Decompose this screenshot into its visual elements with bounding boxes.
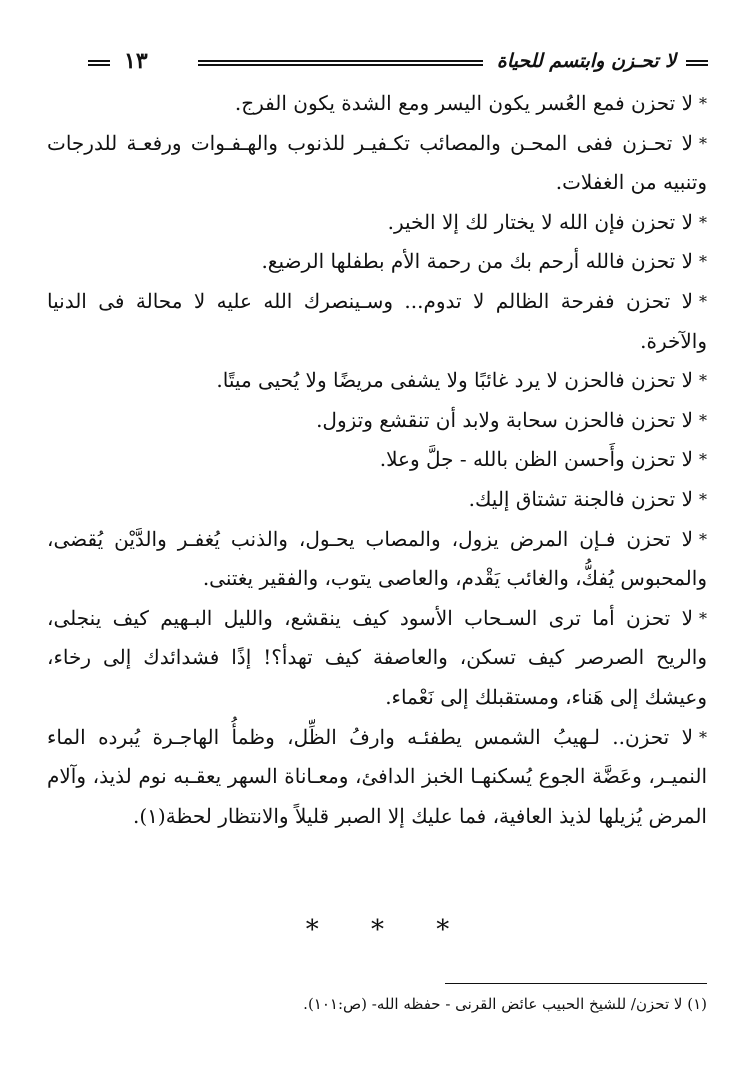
paragraph-text: لا تحزن ففرحة الظالم لا تدوم... وسـينصرك الله عليه لا محالة فى الدنيا والآخرة.	[47, 288, 707, 353]
paragraph-5	[47, 282, 707, 361]
paragraph-text: لا تحزن وأَحسن الظن بالله - جلَّ وعلا.	[379, 447, 693, 472]
paragraph-7	[47, 401, 707, 441]
book-title: لا تحـزن وابتسم للحياة	[496, 50, 676, 72]
bullet-asterisk-icon: *	[699, 133, 707, 153]
separator-asterisk-icon: *	[305, 915, 319, 945]
paragraph-text: لا تحـزن ففى المحـن والمصائب تكـفيـر للذنوب والهـفـوات ورفعـة للدرجات وتنبيه من الغفلات.	[47, 130, 707, 195]
bullet-asterisk-icon: *	[699, 608, 707, 628]
bullet-asterisk-icon: *	[699, 94, 707, 113]
page-number: ١٣	[124, 48, 148, 74]
paragraph-3	[47, 203, 707, 243]
footnote-rule	[445, 983, 707, 984]
paragraph-text: لا تحزن فـإن المرض يزول، والمصاب يحـول، والذنب يُغفـر والدَّيْن يُقضى، والمحبوس يُفكُّ، والغائب يَقْدم، والعاصى يتوب، والفقير يغتنى.	[47, 526, 707, 591]
paragraph-text: لا تحزن فالحزن سحابة ولابد أن تنقشع وتزول.	[316, 407, 693, 432]
bullet-asterisk-icon: *	[699, 529, 707, 549]
separator-asterisk-icon: *	[371, 915, 384, 945]
header-rule	[198, 60, 483, 66]
paragraph-4	[47, 242, 707, 282]
paragraph-10	[47, 520, 707, 599]
bullet-asterisk-icon: *	[699, 727, 707, 747]
paragraph-2	[47, 124, 707, 203]
header-ornament-left	[88, 60, 110, 66]
paragraph-6	[47, 361, 707, 401]
bullet-asterisk-icon: *	[699, 371, 707, 391]
paragraph-text: لا تحزن فمع العُسر يكون اليسر ومع الشدة يكون الفرج.	[234, 91, 693, 115]
separator-asterisk-icon: *	[436, 915, 450, 945]
footnote: (١) لا تحزن/ للشيخ الحبيب عائض القرنى - حفظه الله- (ص:١٠١).	[303, 995, 707, 1013]
bullet-asterisk-icon: *	[699, 291, 707, 311]
section-separator	[0, 915, 755, 945]
bullet-asterisk-icon: *	[699, 450, 707, 470]
paragraph-12	[47, 718, 707, 837]
running-header	[88, 48, 708, 78]
bullet-asterisk-icon: *	[699, 489, 707, 509]
paragraph-text: لا تحزن فالله أرحم بك من رحمة الأم بطفلها الرضيع.	[261, 249, 693, 274]
body-text	[47, 84, 707, 836]
paragraph-text: لا تحزن أما ترى السـحاب الأسود كيف ينقشع، والليل البـهيم كيف ينجلى، والريح الصرصر كيف تسكن، والعاصفة كيف تهدأ؟! إذًا فشدائدك إلى رخاء، وعيشك إلى هَناء، ومستقبلك إلى نَعْماء.	[47, 605, 707, 709]
bullet-asterisk-icon: *	[699, 252, 707, 272]
paragraph-text: لا تحزن فالحزن لا يرد غائبًا ولا يشفى مريضًا ولا يُحيى ميتًا.	[216, 368, 693, 393]
paragraph-1	[47, 84, 707, 124]
bullet-asterisk-icon: *	[699, 212, 707, 232]
paragraph-text: لا تحزن فإن الله لا يختار لك إلا الخير.	[387, 209, 693, 234]
bullet-asterisk-icon: *	[699, 410, 707, 430]
header-ornament-right	[686, 60, 708, 66]
paragraph-text: لا تحزن.. لـهيبُ الشمس يطفئـه وارفُ الظِّل، وظمأُ الهاجـرة يُبرده الماء النميـر، وعَضَّة الجوع يُسكنهـا الخبز الدافئ، ومعـاناة السهر يعقـبه نوم لذيذ، وآلام المرض يُزيلها لذيذ العافية، فما عليك إلا الصبر قليلاً والانتظار لحظة(١).	[47, 724, 707, 828]
paragraph-9	[47, 480, 707, 520]
paragraph-11	[47, 599, 707, 718]
paragraph-text: لا تحزن فالجنة تشتاق إليك.	[468, 486, 693, 511]
paragraph-8	[47, 440, 707, 480]
